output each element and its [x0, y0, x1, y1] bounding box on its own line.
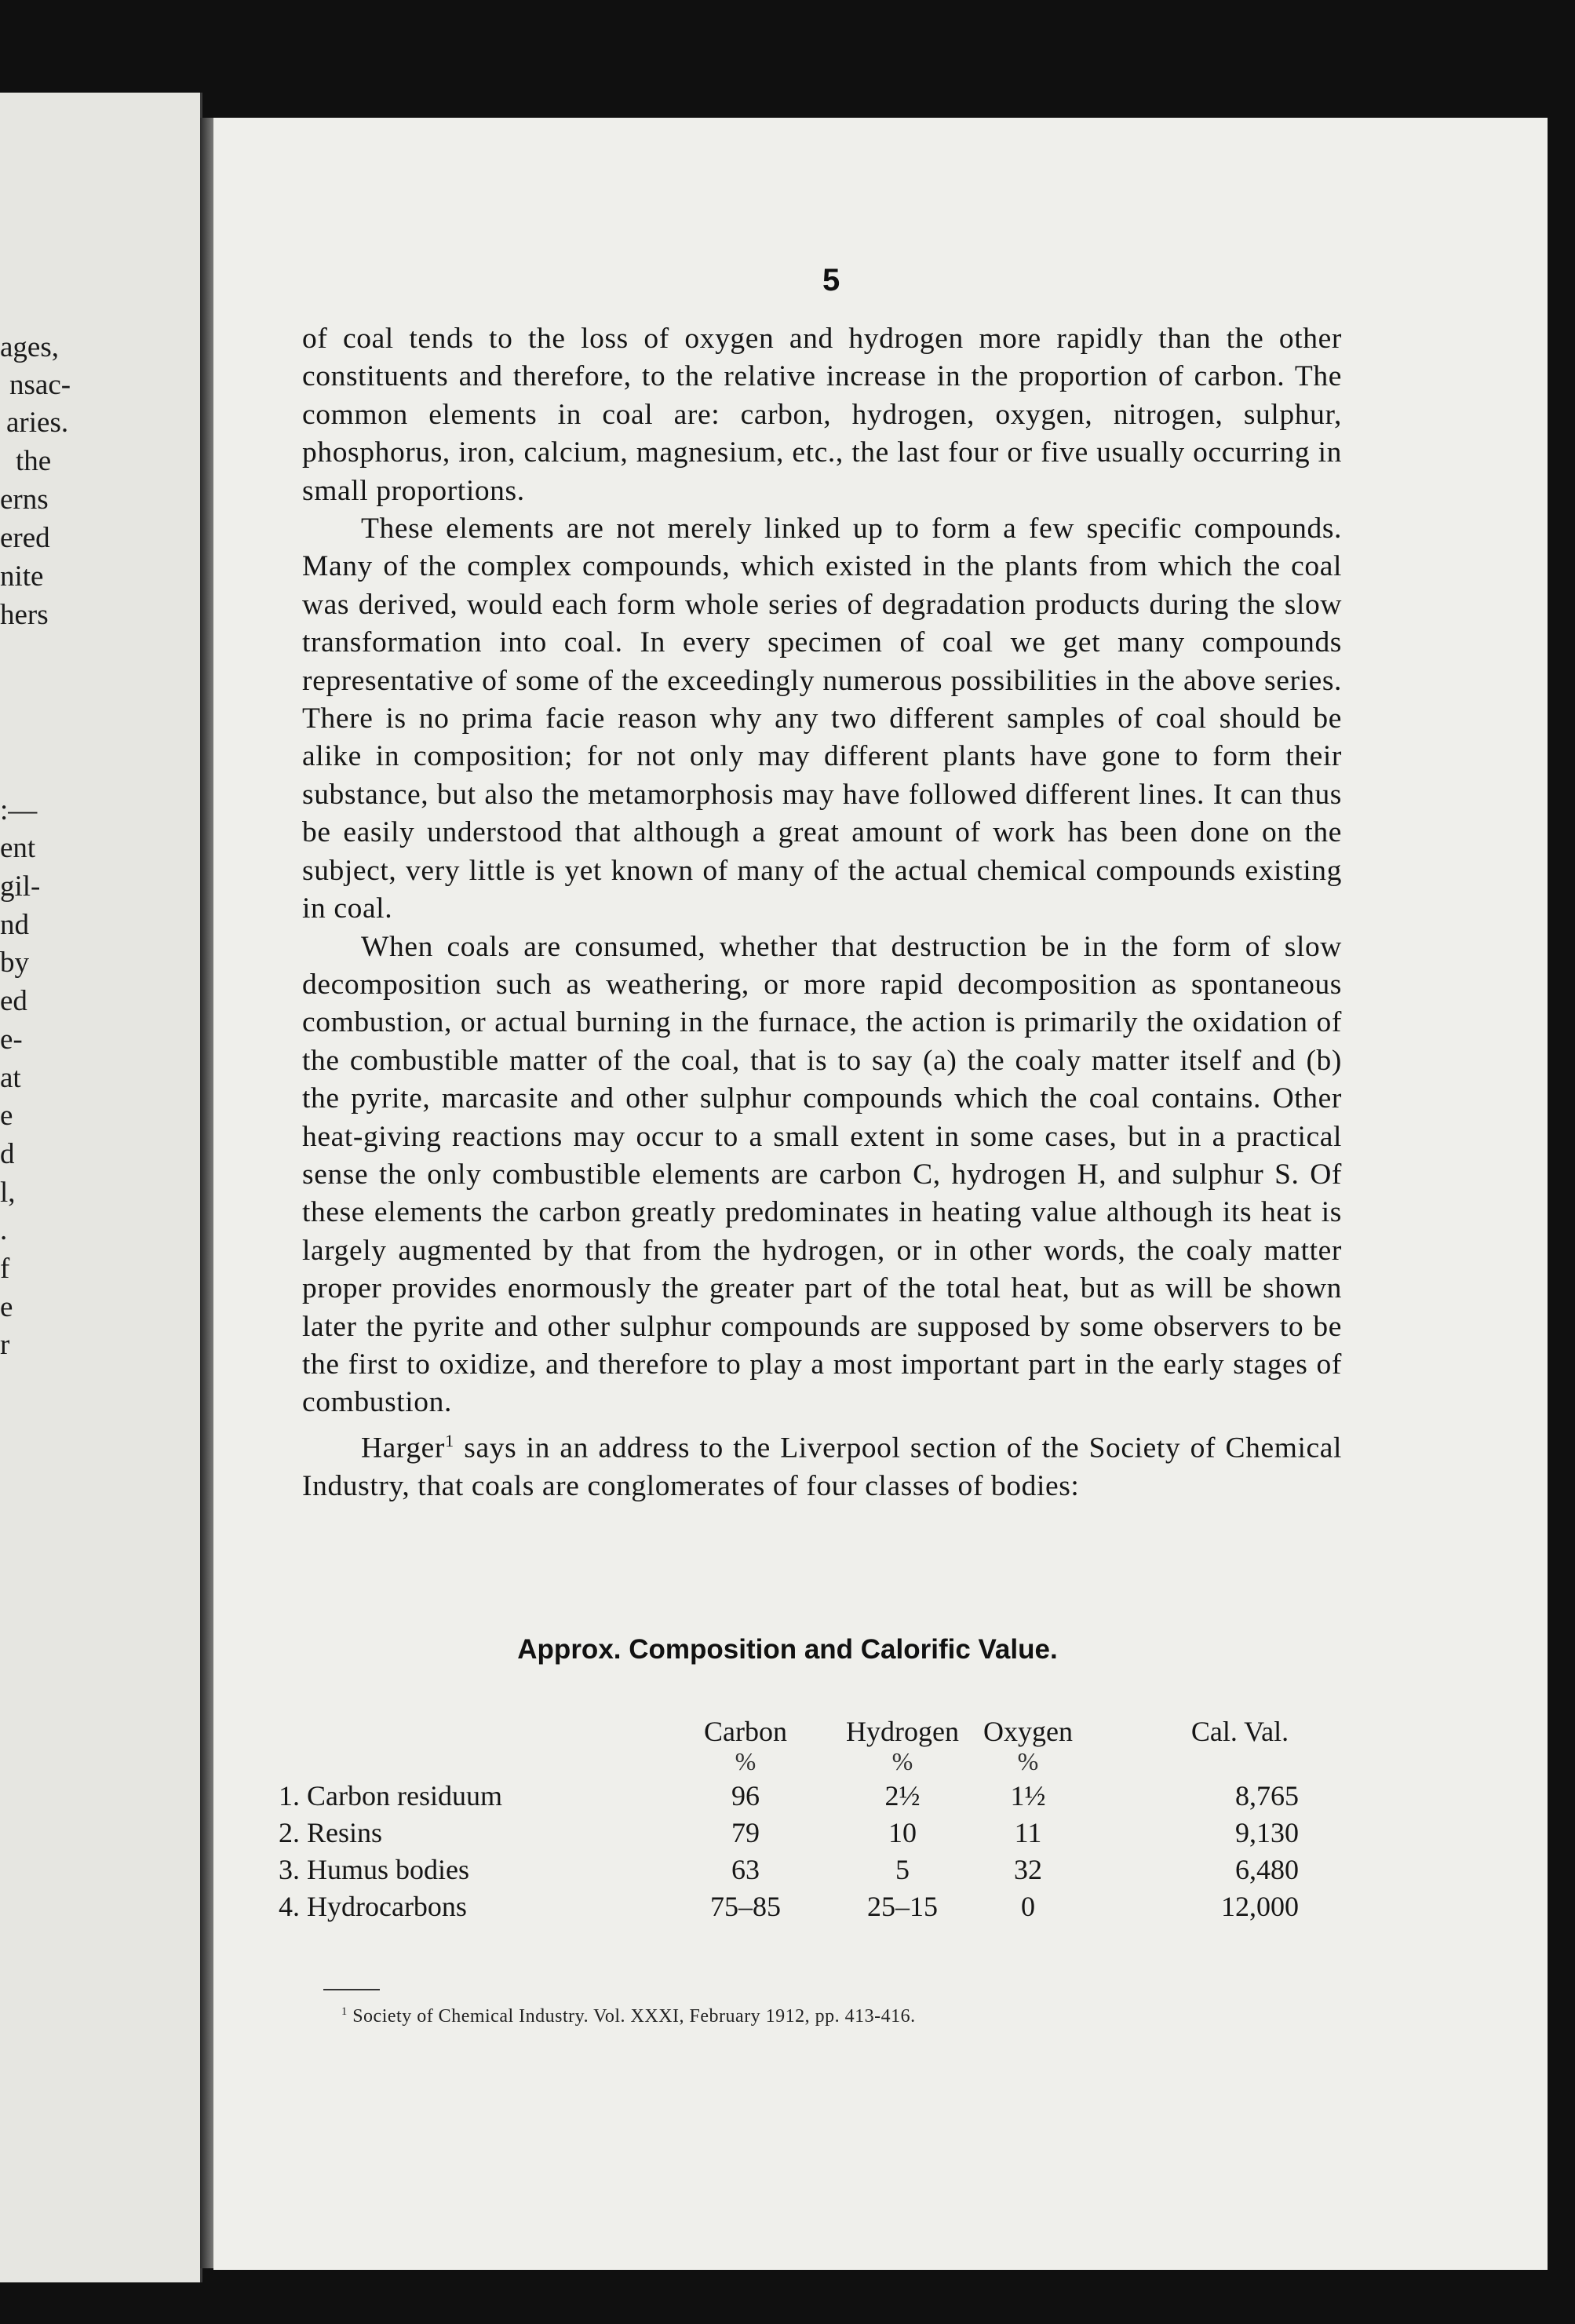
row-hydrogen: 25–15: [867, 1891, 938, 1922]
table-unit-row: [279, 1747, 1346, 1779]
left-edge-text: nite: [0, 560, 44, 593]
row-oxygen: 11: [1014, 1817, 1042, 1848]
table-row: [279, 1853, 1346, 1891]
left-page: [0, 93, 202, 2282]
row-carbon: 79: [731, 1817, 760, 1848]
col-header-cal-val: Cal. Val.: [1190, 1716, 1289, 1747]
table-title: Approx. Composition and Calorific Value.: [517, 1634, 1058, 1665]
left-edge-text: nsac-: [9, 369, 71, 401]
row-cal-val: 9,130: [1235, 1817, 1299, 1848]
row-hydrogen: 2½: [884, 1780, 921, 1811]
row-carbon: 75–85: [710, 1891, 781, 1922]
left-edge-text: r: [0, 1329, 10, 1361]
left-edge-text: d: [0, 1138, 15, 1170]
unit-oxygen: %: [1017, 1747, 1039, 1775]
left-edge-text: e: [0, 1100, 13, 1132]
table-row: [279, 1816, 1346, 1854]
left-edge-text: e-: [0, 1023, 23, 1056]
left-edge-text: hers: [0, 599, 49, 631]
row-carbon: 63: [731, 1854, 760, 1885]
left-edge-text: .: [0, 1214, 8, 1246]
left-edge-text: nd: [0, 909, 29, 941]
row-cal-val: 12,000: [1221, 1891, 1299, 1922]
footnote-rule: [323, 1989, 380, 1990]
left-edge-text: ered: [0, 522, 50, 554]
row-oxygen: 1½: [1010, 1780, 1046, 1811]
table-row: [279, 1779, 1346, 1817]
left-edge-text: f: [0, 1253, 10, 1285]
left-edge-text: gil-: [0, 870, 41, 903]
row-name: 2. Resins: [279, 1817, 383, 1848]
footnote-text: Society of Chemical Industry. Vol. XXXI, February 1912, pp. 413-416.: [347, 2006, 916, 2027]
left-edge-text: erns: [0, 483, 49, 516]
row-hydrogen: 5: [895, 1854, 910, 1885]
left-edge-text: the: [16, 445, 52, 477]
row-cal-val: 6,480: [1235, 1854, 1299, 1885]
row-carbon: 96: [731, 1780, 760, 1811]
row-hydrogen: 10: [888, 1817, 917, 1848]
footnote-ref: 1: [445, 1430, 454, 1450]
left-edge-text: :—: [0, 794, 38, 826]
left-edge-text: by: [0, 947, 29, 979]
body-text: [302, 320, 1342, 1505]
paragraph: When coals are consumed, whether that destruction be in the form of slow decomposition such as weathering, or more rapid decomposition as spontaneous combustion, or actual burning in the furnace, the action is primarily the oxidation of the combustible matter of the coal, that is to say (a) the coaly matter itself and (b) the pyrite, marcasite and other sulphur compounds which the coal contains. Other heat-giving reactions may occur to a small extent in some cases, but in a practical sense the only combustible elements are carbon C, hydrogen H, and sulphur S. Of these elements the carbon greatly predominates in heating value although its heat is largely augmented by that from the hydrogen, or in other words, the coaly matter proper provides enormously the greater part of the total heat, but as will be shown later the pyrite and other sulphur compounds are supposed by some observers to be the first to oxidize, and therefore to play a most important part in the early stages of combustion.: [302, 930, 1342, 1419]
row-name: 1. Carbon residuum: [279, 1780, 502, 1811]
row-oxygen: 32: [1014, 1854, 1042, 1885]
paragraph-harger: [302, 1422, 1342, 1505]
row-oxygen: 0: [1021, 1891, 1035, 1922]
col-header-hydrogen: Hydrogen: [846, 1716, 959, 1747]
page-number: 5: [822, 263, 840, 297]
unit-hydrogen: %: [891, 1747, 913, 1775]
left-edge-text: ed: [0, 985, 27, 1017]
unit-carbon: %: [735, 1747, 757, 1775]
left-edge-text: ent: [0, 832, 36, 864]
paragraph: of coal tends to the loss of oxygen and hydrogen more rapidly than the other constituents and therefore, to the relative increase in the proportion of carbon. The common elements in coal are: carbon, hydrogen, oxygen, nitrogen, sulphur, phosphorus, iron, calcium, magnesium, etc., the last four or five usually occurring in small proportions.: [302, 323, 1342, 507]
author-name: Harger: [361, 1432, 446, 1465]
left-edge-text: at: [0, 1062, 21, 1094]
footnote: [341, 2005, 916, 2027]
left-edge-text: aries.: [6, 407, 69, 439]
row-name: 4. Hydrocarbons: [279, 1891, 467, 1922]
paragraph: These elements are not merely linked up to form a few specific compounds. Many of the complex compounds, which existed in the plants from which the coal was derived, would each form whole series of degradation products during the slow transformation into coal. In every specimen of coal we get many compounds representative of some of the exceedingly numerous possibilities in the above series. There is no prima facie reason why any two different samples of coal should be alike in composition; for not only may different plants have gone to form their substance, but also the metamorphosis may have followed different lines. It can thus be easily understood that although a great amount of work has been done on the subject, very little is yet known of many of the actual chemical compounds existing in coal.: [302, 513, 1342, 925]
col-header-oxygen: Oxygen: [983, 1716, 1073, 1747]
left-edge-text: e: [0, 1291, 13, 1323]
paragraph-text: says in an address to the Liverpool section of the Society of Chemical Industry, that coals are conglomerates of four classes of bodies:: [302, 1432, 1342, 1502]
col-header-carbon: Carbon: [704, 1716, 787, 1747]
row-cal-val: 8,765: [1235, 1780, 1299, 1811]
row-name: 3. Humus bodies: [279, 1854, 469, 1885]
left-edge-text: ages,: [0, 331, 59, 363]
left-edge-text: l,: [0, 1177, 16, 1209]
table-row: [279, 1890, 1346, 1928]
footnote-mark: 1: [341, 2005, 348, 2018]
